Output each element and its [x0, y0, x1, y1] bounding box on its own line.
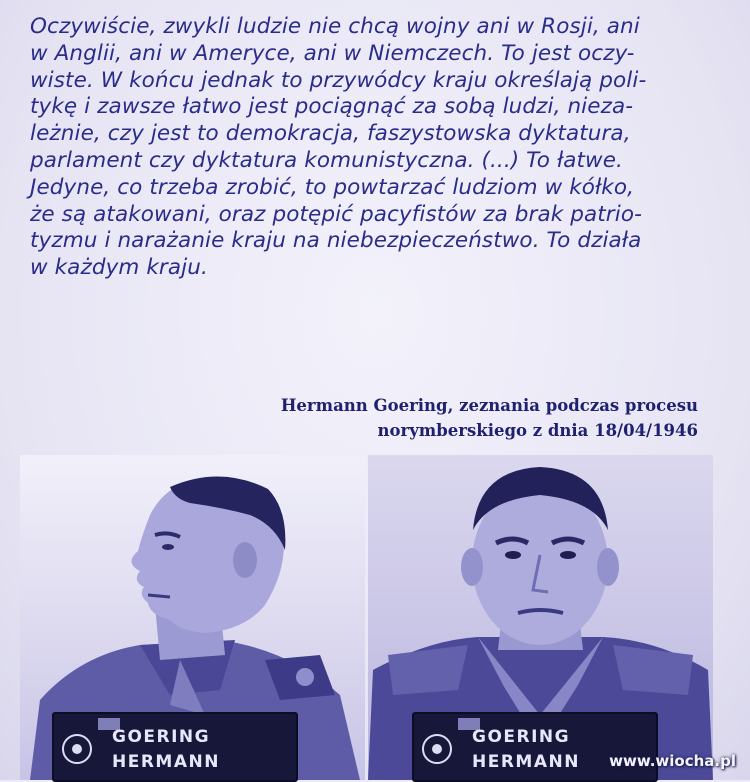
quote-line: Jedyne, co trzeba zrobić, to powtarzać ludziom w kółko,	[30, 174, 635, 200]
attribution-line: Hermann Goering, zeznania podczas procesu	[280, 396, 698, 415]
quote-text	[30, 14, 720, 282]
attribution-line: norymberskiego z dnia 18/04/1946	[377, 421, 698, 440]
nameplate-given-name: HERMANN	[112, 752, 220, 772]
nameplate-profile	[52, 712, 298, 782]
quote-line: w Anglii, ani w Ameryce, ani w Niemczech. To jest oczy-	[30, 40, 635, 66]
quote-line: parlament czy dyktatura komunistyczna. (...) To łatwe.	[30, 147, 623, 173]
quote-line: tyzmu i narażanie kraju na niebezpieczeństwo. To działa	[30, 228, 642, 254]
quote-attribution	[281, 393, 698, 443]
quote-line: tykę i zawsze łatwo jest pociągnąć za sobą ludzi, nieza-	[30, 94, 634, 120]
site-watermark: www.wiocha.pl	[609, 752, 736, 770]
seal-icon	[62, 734, 92, 764]
quote-line: Oczywiście, zwykli ludzie nie chcą wojny ani w Rosji, ani	[30, 14, 640, 39]
seal-icon	[422, 734, 452, 764]
nameplate-surname: GOERING	[472, 727, 571, 747]
quote-line: w każdym kraju.	[30, 255, 208, 281]
nameplate-given-name: HERMANN	[472, 752, 580, 772]
nameplate-front	[412, 712, 658, 782]
quote-line: że są atakowani, oraz potępić pacyfistów za brak patrio-	[30, 201, 642, 227]
quote-line: wiste. W końcu jednak to przywódcy kraju określają poli-	[30, 67, 647, 93]
nameplate-surname: GOERING	[112, 727, 211, 747]
quote-line: leżnie, czy jest to demokracja, faszystowska dyktatura,	[30, 121, 631, 147]
